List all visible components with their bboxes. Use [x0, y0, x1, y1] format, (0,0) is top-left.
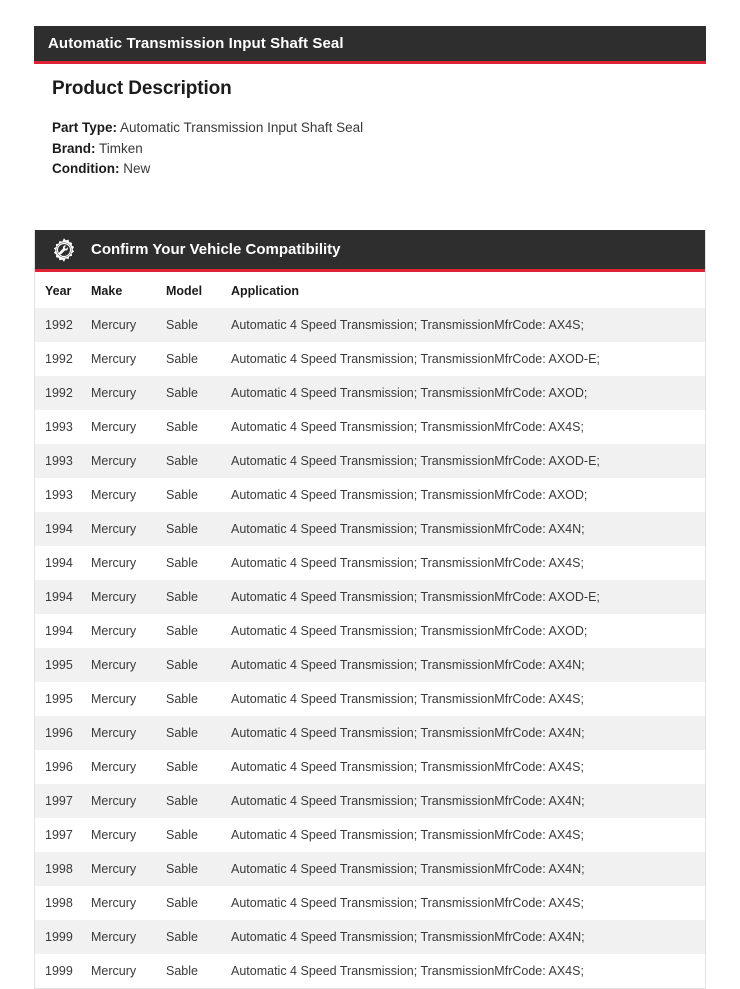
cell-year: 1997 [45, 828, 73, 842]
cell-model: Sable [166, 352, 198, 366]
cell-model: Sable [166, 318, 198, 332]
cell-model: Sable [166, 386, 198, 400]
cell-model: Sable [166, 760, 198, 774]
compatibility-table-head [35, 272, 705, 308]
cell-year: 1994 [45, 556, 73, 570]
vehicle-compatibility-card [34, 230, 706, 989]
table-row [35, 546, 705, 580]
cell-application: Automatic 4 Speed Transmission; TransmissionMfrCode: AXOD; [231, 624, 588, 638]
cell-model: Sable [166, 420, 198, 434]
cell-year: 1992 [45, 318, 73, 332]
section-heading-product-description: Product Description [52, 78, 232, 99]
cell-application: Automatic 4 Speed Transmission; TransmissionMfrCode: AX4N; [231, 726, 585, 740]
cell-year: 1996 [45, 726, 73, 740]
cell-year: 1998 [45, 862, 73, 876]
cell-make: Mercury [91, 692, 137, 706]
compatibility-title: Confirm Your Vehicle Compatibility [91, 241, 341, 258]
cell-application: Automatic 4 Speed Transmission; TransmissionMfrCode: AX4N; [231, 862, 585, 876]
cell-year: 1995 [45, 692, 73, 706]
table-row [35, 444, 705, 478]
cell-application: Automatic 4 Speed Transmission; TransmissionMfrCode: AX4S; [231, 828, 584, 842]
cell-year: 1993 [45, 488, 73, 502]
cell-make: Mercury [91, 420, 137, 434]
spec-condition [52, 159, 372, 180]
table-row [35, 342, 705, 376]
cell-application: Automatic 4 Speed Transmission; TransmissionMfrCode: AXOD; [231, 386, 588, 400]
cell-application: Automatic 4 Speed Transmission; TransmissionMfrCode: AX4S; [231, 896, 584, 910]
cell-application: Automatic 4 Speed Transmission; TransmissionMfrCode: AXOD-E; [231, 590, 600, 604]
cell-application: Automatic 4 Speed Transmission; TransmissionMfrCode: AX4S; [231, 556, 584, 570]
spec-brand [52, 139, 372, 160]
cell-make: Mercury [91, 658, 137, 672]
table-row [35, 886, 705, 920]
table-row [35, 580, 705, 614]
product-spec-list [52, 118, 372, 180]
cell-application: Automatic 4 Speed Transmission; TransmissionMfrCode: AX4N; [231, 658, 585, 672]
table-row [35, 308, 705, 342]
spec-condition-value: New [119, 161, 151, 176]
product-title-bar [34, 26, 706, 64]
table-row [35, 410, 705, 444]
product-description-card [34, 26, 706, 180]
cell-make: Mercury [91, 624, 137, 638]
cell-make: Mercury [91, 896, 137, 910]
cell-model: Sable [166, 658, 198, 672]
cell-make: Mercury [91, 794, 137, 808]
compatibility-title-bar [35, 230, 705, 272]
cell-model: Sable [166, 692, 198, 706]
table-row [35, 920, 705, 954]
cell-make: Mercury [91, 760, 137, 774]
cell-model: Sable [166, 454, 198, 468]
cell-application: Automatic 4 Speed Transmission; TransmissionMfrCode: AXOD; [231, 488, 588, 502]
cell-application: Automatic 4 Speed Transmission; TransmissionMfrCode: AX4S; [231, 964, 584, 978]
table-row [35, 716, 705, 750]
cell-model: Sable [166, 794, 198, 808]
cell-model: Sable [166, 896, 198, 910]
cell-year: 1994 [45, 590, 73, 604]
cell-year: 1998 [45, 896, 73, 910]
cell-model: Sable [166, 556, 198, 570]
table-row [35, 954, 705, 988]
column-header-year[interactable]: Year [35, 272, 91, 308]
cell-year: 1992 [45, 386, 73, 400]
table-row [35, 614, 705, 648]
cell-application: Automatic 4 Speed Transmission; TransmissionMfrCode: AX4S; [231, 692, 584, 706]
table-row [35, 750, 705, 784]
cell-application: Automatic 4 Speed Transmission; TransmissionMfrCode: AX4N; [231, 794, 585, 808]
cell-year: 1996 [45, 760, 73, 774]
cell-application: Automatic 4 Speed Transmission; TransmissionMfrCode: AX4S; [231, 760, 584, 774]
cell-model: Sable [166, 488, 198, 502]
column-header-model[interactable]: Model [166, 272, 231, 308]
cell-make: Mercury [91, 590, 137, 604]
cell-make: Mercury [91, 964, 137, 978]
spec-part-type [52, 118, 372, 139]
cell-model: Sable [166, 590, 198, 604]
cell-make: Mercury [91, 522, 137, 536]
cell-model: Sable [166, 862, 198, 876]
cell-application: Automatic 4 Speed Transmission; TransmissionMfrCode: AX4S; [231, 420, 584, 434]
cell-year: 1993 [45, 454, 73, 468]
cell-model: Sable [166, 624, 198, 638]
cell-year: 1993 [45, 420, 73, 434]
column-header-make[interactable]: Make [91, 272, 166, 308]
cell-year: 1997 [45, 794, 73, 808]
spec-brand-label: Brand: [52, 140, 96, 156]
cell-make: Mercury [91, 454, 137, 468]
gear-wrench-icon [51, 237, 77, 263]
cell-application: Automatic 4 Speed Transmission; TransmissionMfrCode: AXOD-E; [231, 454, 600, 468]
spec-brand-value: Timken [95, 140, 143, 156]
cell-model: Sable [166, 828, 198, 842]
cell-model: Sable [166, 930, 198, 944]
cell-application: Automatic 4 Speed Transmission; TransmissionMfrCode: AXOD-E; [231, 352, 600, 366]
spec-condition-label: Condition: [52, 161, 120, 176]
cell-make: Mercury [91, 318, 137, 332]
column-header-application[interactable]: Application [231, 272, 705, 308]
cell-make: Mercury [91, 556, 137, 570]
cell-make: Mercury [91, 726, 137, 740]
spec-part-type-label: Part Type: [52, 120, 118, 135]
table-row [35, 648, 705, 682]
cell-model: Sable [166, 726, 198, 740]
cell-year: 1999 [45, 964, 73, 978]
cell-make: Mercury [91, 352, 137, 366]
cell-year: 1994 [45, 624, 73, 638]
table-row [35, 784, 705, 818]
spec-part-type-value: Automatic Transmission Input Shaft Seal [117, 120, 364, 135]
table-row [35, 376, 705, 410]
compatibility-table [35, 272, 705, 988]
cell-model: Sable [166, 964, 198, 978]
table-row [35, 818, 705, 852]
page-title: Automatic Transmission Input Shaft Seal [48, 35, 344, 52]
cell-model: Sable [166, 522, 198, 536]
table-row [35, 682, 705, 716]
cell-year: 1999 [45, 930, 73, 944]
cell-application: Automatic 4 Speed Transmission; TransmissionMfrCode: AX4N; [231, 522, 585, 536]
cell-make: Mercury [91, 930, 137, 944]
cell-make: Mercury [91, 862, 137, 876]
cell-make: Mercury [91, 386, 137, 400]
cell-year: 1992 [45, 352, 73, 366]
table-header-row [35, 272, 705, 308]
cell-make: Mercury [91, 828, 137, 842]
table-row [35, 478, 705, 512]
product-description-body [34, 64, 706, 180]
cell-application: Automatic 4 Speed Transmission; TransmissionMfrCode: AX4S; [231, 318, 584, 332]
cell-year: 1995 [45, 658, 73, 672]
table-row [35, 852, 705, 886]
compatibility-table-body [35, 308, 705, 988]
cell-application: Automatic 4 Speed Transmission; TransmissionMfrCode: AX4N; [231, 930, 585, 944]
table-row [35, 512, 705, 546]
cell-make: Mercury [91, 488, 137, 502]
cell-year: 1994 [45, 522, 73, 536]
